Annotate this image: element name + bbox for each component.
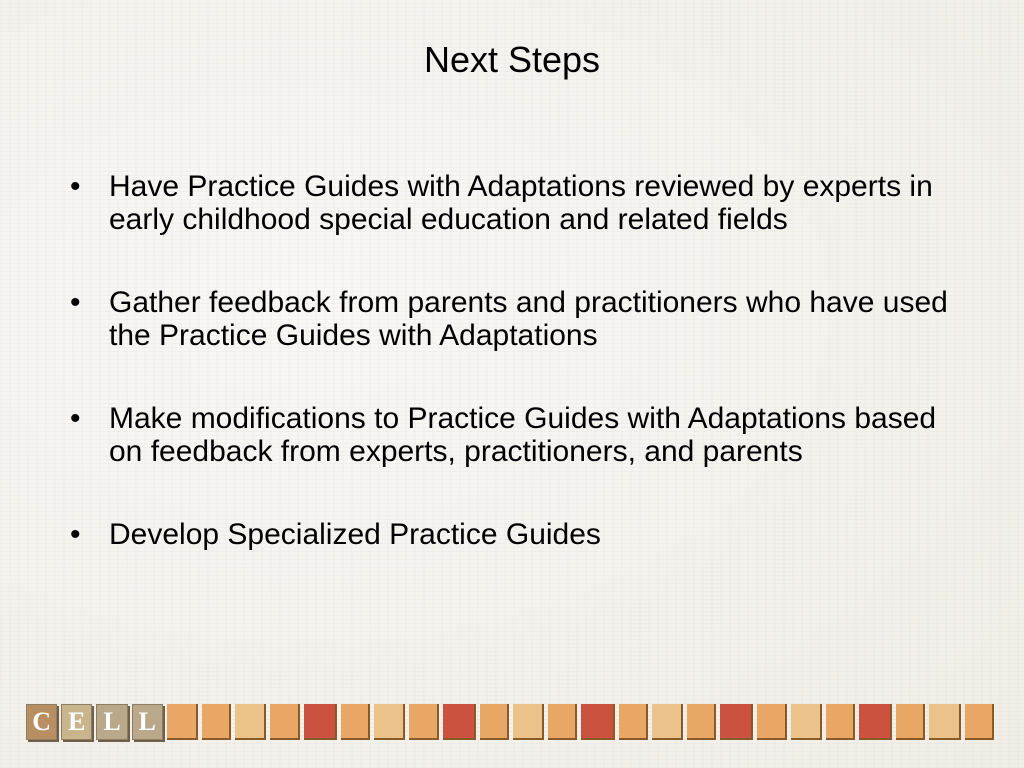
slide-title: Next Steps [423,39,601,80]
decorative-tile [409,704,438,740]
decorative-tile [965,704,994,740]
decorative-tile [235,704,266,740]
list-item [70,170,970,236]
bullet-text: Have Practice Guides with Adaptations reviewed by experts in early childhood special education and related fields [109,170,933,236]
bullet-icon: • [70,286,81,319]
decorative-tile [859,704,892,740]
decorative-tile [513,704,544,740]
list-item [70,286,970,352]
decorative-tile [270,704,299,740]
logo-letter-c: C [26,704,57,740]
decorative-tile [480,704,509,740]
decorative-tile [619,704,648,740]
decorative-tile [374,704,405,740]
bullet-icon: • [70,170,81,203]
list-item [70,518,970,551]
decorative-tile [791,704,822,740]
decorative-tile [202,704,231,740]
bullet-text: Make modifications to Practice Guides with Adaptations based on feedback from experts, practitioners, and parents [109,402,937,468]
decorative-tile [720,704,753,740]
bullet-icon: • [70,402,81,435]
list-item [70,402,970,468]
decorative-tile [167,704,198,740]
decorative-tile [443,704,476,740]
bullet-list [70,170,970,601]
decorative-tile [757,704,786,740]
decorative-tile [304,704,337,740]
logo-letter-l: L [96,704,127,740]
logo-letter-l: L [132,704,163,740]
decorative-tile [929,704,960,740]
decorative-tile [581,704,614,740]
footer-logo-bar [26,704,998,742]
decorative-tile [826,704,855,740]
decorative-tile [548,704,577,740]
decorative-tile [687,704,716,740]
decorative-tile [896,704,925,740]
bullet-text: Develop Specialized Practice Guides [109,518,601,551]
decorative-tile [652,704,683,740]
bullet-text: Gather feedback from parents and practitioners who have used the Practice Guides with Adaptations [109,286,948,352]
bullet-icon: • [70,518,81,551]
logo-letter-e: E [61,704,92,740]
decorative-tile [341,704,370,740]
